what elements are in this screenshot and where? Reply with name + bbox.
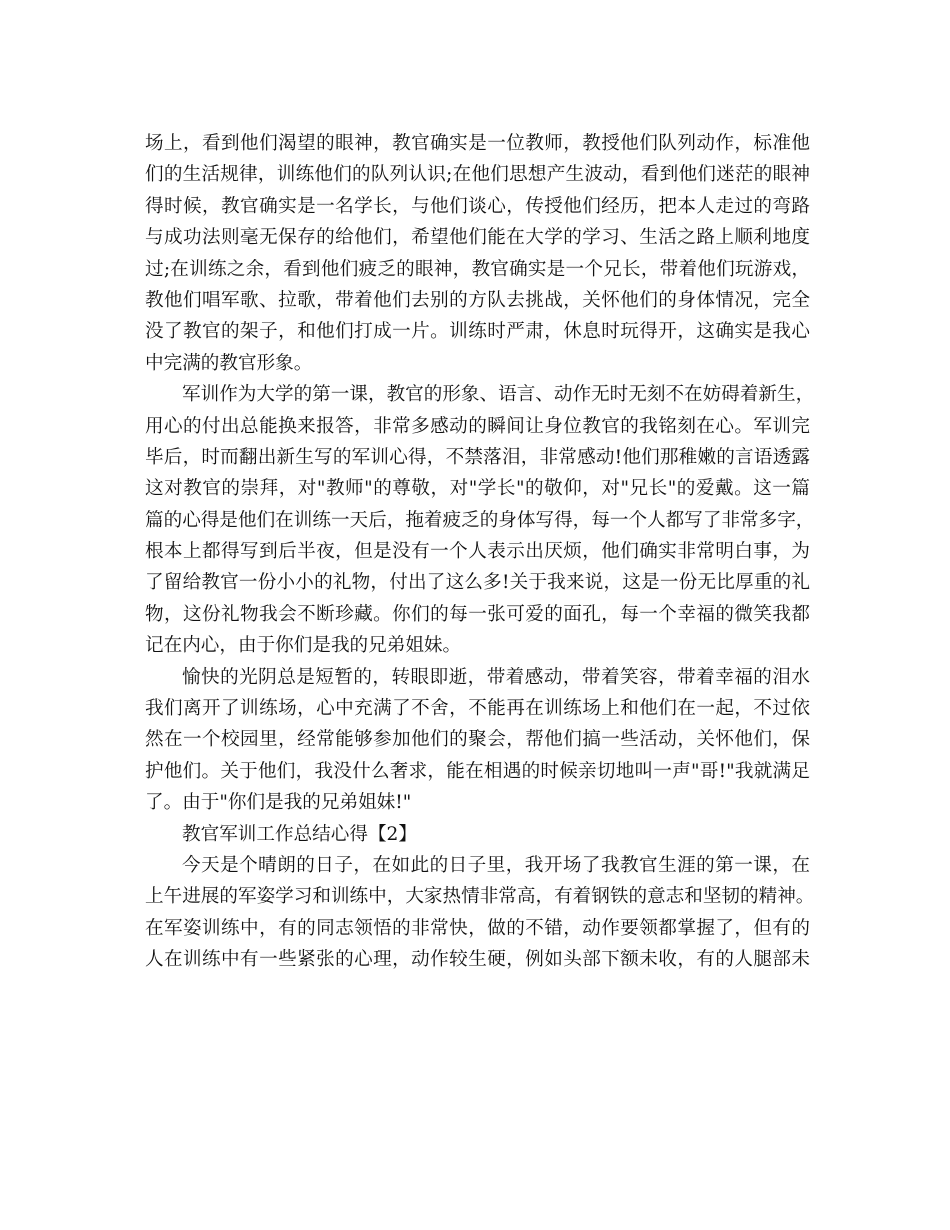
text-line: 与成功法则毫无保存的给他们，希望他们能在大学的学习、生活之路上顺利地度 — [145, 227, 810, 249]
text-line: 了留给教官一份小小的礼物，付出了这么多!关于我来说，这是一份无比厚重的礼 — [145, 572, 810, 594]
text-line: 然在一个校园里，经常能够参加他们的聚会，帮他们搞一些活动，关怀他们，保 — [145, 729, 810, 751]
text-line: 根本上都得写到后半夜，但是没有一个人表示出厌烦，他们确实非常明白事，为 — [145, 541, 810, 563]
text-line: 物，这份礼物我会不断珍藏。你们的每一张可爱的面孔，每一个幸福的微笑我都 — [145, 603, 810, 625]
paragraph-p1 — [145, 128, 810, 379]
text-line: 毕后，时而翻出新生写的军训心得，不禁落泪，非常感动!他们那稚嫩的言语透露 — [145, 446, 810, 468]
text-line: 教他们唱军歌、拉歌，带着他们去别的方队去挑战，关怀他们的身体情况，完全 — [145, 289, 810, 311]
text-line: 愉快的光阴总是短暂的，转眼即逝，带着感动，带着笑容，带着幸福的泪水 — [182, 666, 810, 688]
text-line: 得时候，教官确实是一名学长，与他们谈心，传授他们经历，把本人走过的弯路 — [145, 195, 810, 217]
paragraph-p4 — [145, 819, 810, 850]
text-line: 教官军训工作总结心得【2】 — [182, 823, 417, 845]
text-line: 了。由于"你们是我的兄弟姐妹!" — [145, 792, 412, 814]
text-line: 这对教官的崇拜，对"教师"的尊敬，对"学长"的敬仰，对"兄长"的爱戴。这一篇 — [145, 478, 810, 500]
text-line: 军训作为大学的第一课，教官的形象、语言、动作无时无刻不在妨碍着新生， — [182, 384, 815, 406]
text-line: 场上，看到他们渴望的眼神，教官确实是一位教师，教授他们队列动作，标准他 — [145, 133, 810, 154]
text-line: 没了教官的架子，和他们打成一片。训练时严肃，休息时玩得开，这确实是我心 — [145, 321, 810, 343]
text-line: 用心的付出总能换来报答，非常多感动的瞬间让身位教官的我铭刻在心。军训完 — [145, 415, 810, 437]
text-line: 们的生活规律，训练他们的队列认识;在他们思想产生波动，看到他们迷茫的眼神 — [145, 164, 810, 186]
document-body — [145, 128, 815, 976]
paragraph-p3 — [145, 662, 810, 819]
text-line: 中完满的教官形象。 — [145, 352, 313, 374]
paragraph-p5 — [145, 850, 815, 976]
text-line: 过;在训练之余，看到他们疲乏的眼神，教官确实是一个兄长，带着他们玩游戏， — [145, 258, 810, 280]
text-line: 记在内心，由于你们是我的兄弟姐妹。 — [145, 635, 462, 657]
text-line: 在军姿训练中，有的同志领悟的非常快，做的不错，动作要领都掌握了，但有的 — [145, 917, 810, 939]
paragraph-p2 — [145, 379, 815, 662]
text-line: 护他们。关于他们，我没什么奢求，能在相遇的时候亲切地叫一声"哥!"我就满足 — [145, 760, 810, 782]
text-line: 篇的心得是他们在训练一天后，拖着疲乏的身体写得，每一个人都写了非常多字， — [145, 509, 815, 531]
text-line: 今天是个晴朗的日子，在如此的日子里，我开场了我教官生涯的第一课，在 — [182, 854, 810, 876]
text-line: 人在训练中有一些紧张的心理，动作较生硬，例如头部下额未收，有的人腿部未 — [145, 949, 810, 971]
text-line: 上午进展的军姿学习和训练中，大家热情非常高，有着钢铁的意志和坚韧的精神。 — [145, 886, 815, 908]
text-line: 我们离开了训练场，心中充满了不舍，不能再在训练场上和他们在一起，不过依 — [145, 698, 810, 720]
